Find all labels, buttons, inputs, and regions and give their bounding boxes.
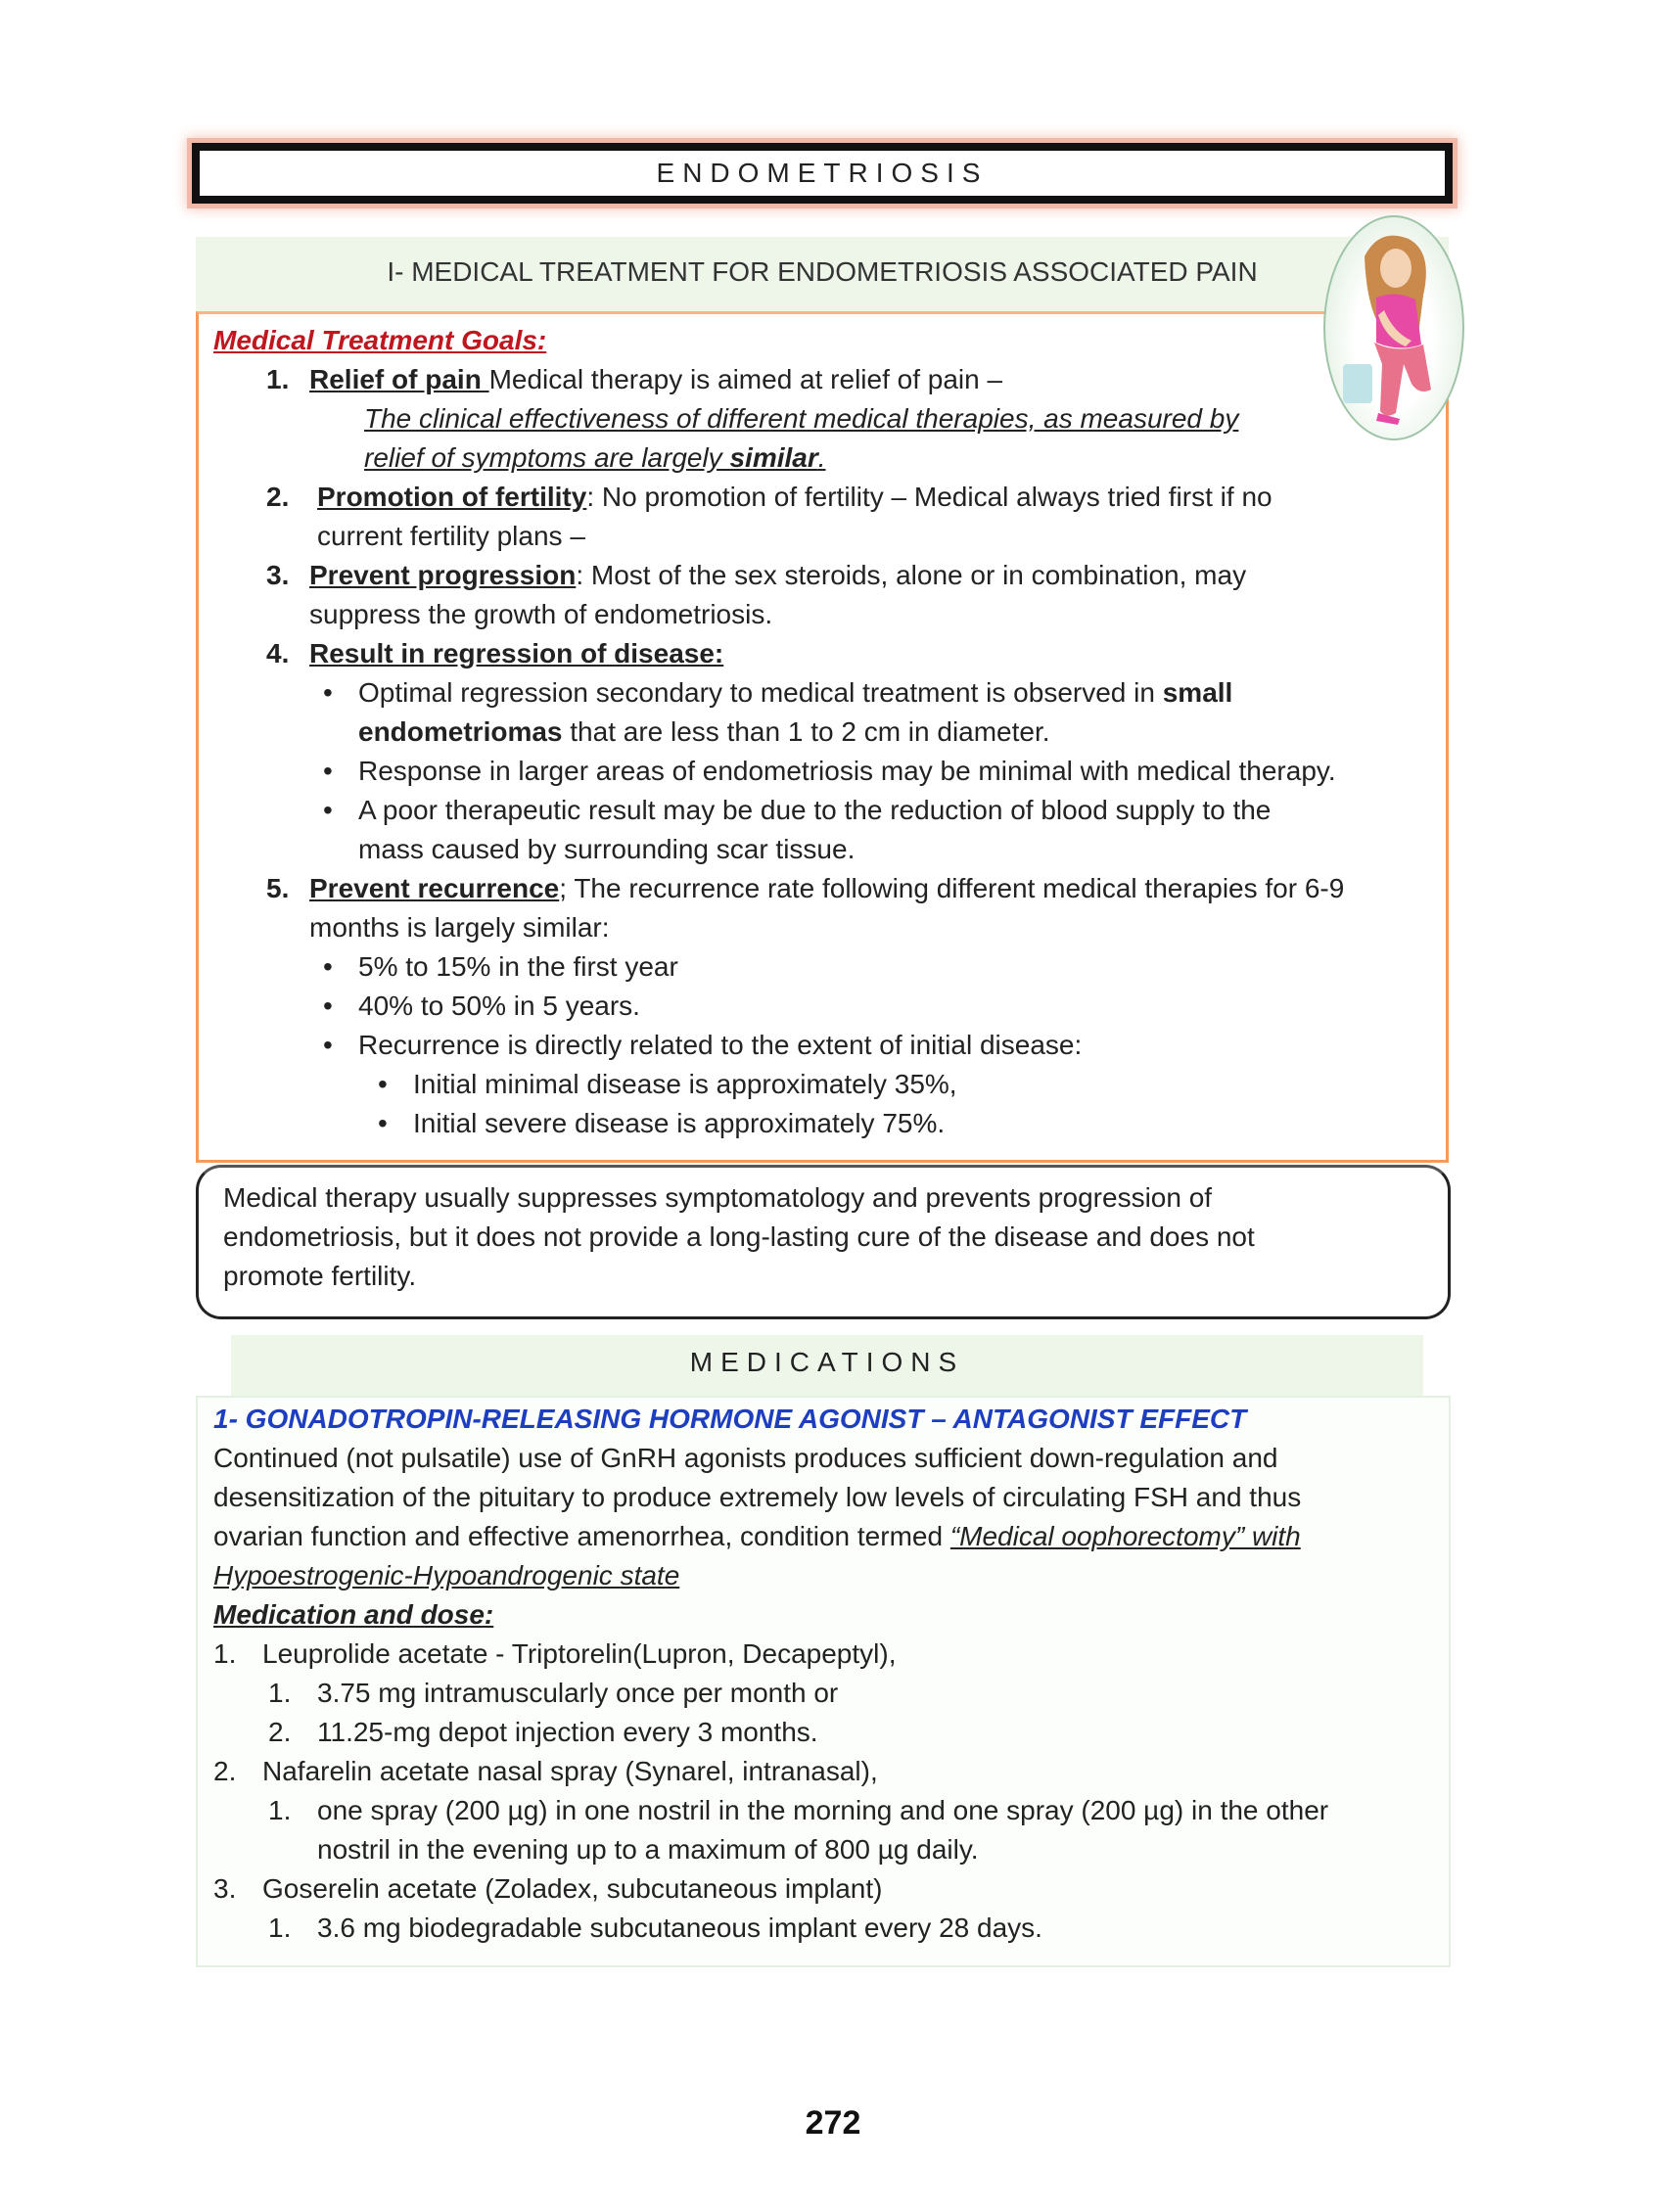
goal-3-text: : Most of the sex steroids, alone or in combination, may [576,560,1247,590]
goal-1-note-a: The clinical effectiveness of different medical therapies, as measured by [364,403,1239,434]
med-1-dose-1: 3.75 mg intramuscularly once per month or [317,1678,839,1708]
summary-note-line-3: promote fertility. [223,1261,417,1291]
med-2-dose-1-cont: nostril in the evening up to a maximum of 800 µg daily. [317,1834,979,1865]
goal-5-bullet-2: • 40% to 50% in 5 years. [358,987,640,1026]
summary-note-line-2: endometriosis, but it does not provide a long-lasting cure of the disease and does not [223,1221,1255,1252]
goal-3-number: 3. [266,560,290,590]
goal-4-bullet-1-text-2: that are less than 1 to 2 cm in diameter. [562,716,1050,747]
goal-5-sub-bullet-1: • Initial minimal disease is approximately 35%, [413,1065,957,1104]
dose-heading: Medication and dose: [213,1599,494,1630]
goal-1-note-b [364,438,826,478]
goal-2-label: Promotion of fertility [317,482,587,512]
medications-banner [231,1335,1423,1396]
woman-illustration [1323,215,1464,440]
goal-5-bullet-1: • 5% to 15% in the first year [358,947,678,987]
goal-2 [317,478,1273,517]
goal-1-note-end: . [817,442,826,473]
med-2: Nafarelin acetate nasal spray (Synarel, intranasal), [262,1756,878,1786]
goal-3-label: Prevent progression [309,560,577,590]
goal-4-label: Result in regression of disease: [309,638,724,668]
medications-title: MEDICATIONS [689,1347,965,1377]
goal-4-bullet-3-cont: mass caused by surrounding scar tissue. [358,834,856,864]
page-title: ENDOMETRIOSIS [656,158,989,188]
woman-figure-icon [1325,217,1462,438]
goal-4-bullet-1-bold-2: endometriomas [358,716,563,747]
med-1-dose-2: 11.25-mg depot injection every 3 months. [317,1717,818,1747]
med-3-dose-1: 3.6 mg biodegradable subcutaneous implant every 28 days. [317,1912,1042,1943]
page-title-box [192,143,1453,204]
med-2-dose-1: one spray (200 µg) in one nostril in the morning and one spray (200 µg) in the other [317,1795,1329,1825]
gnrh-paragraph-line-2: desensitization of the pituitary to produce extremely low levels of circulating FSH and thus [213,1482,1302,1512]
gnrh-heading: 1- GONADOTROPIN-RELEASING HORMONE AGONIST – ANTAGONIST EFFECT [213,1404,1247,1434]
goal-1-note-bold: similar [729,442,818,473]
goal-2-number: 2. [266,482,290,512]
med-1-number: 1. [213,1638,237,1669]
goal-5 [309,869,1344,908]
gnrh-paragraph-line-3-text: ovarian function and effective amenorrhea, condition termed [213,1521,950,1551]
goal-4-bullet-1-cont [358,713,1050,752]
hypoestrogenic-state-term: Hypoestrogenic-Hypoandrogenic state [213,1560,680,1590]
goal-3-text-2: suppress the growth of endometriosis. [309,599,773,629]
med-1: Leuprolide acetate - Triptorelin(Lupron, Decapeptyl), [262,1638,897,1669]
goal-2-text-2: current fertility plans – [317,521,585,551]
section-title: I- MEDICAL TREATMENT FOR ENDOMETRIOSIS ASSOCIATED PAIN [387,256,1258,287]
goal-4-bullet-1-text: Optimal regression secondary to medical treatment is observed in [358,677,1163,708]
goal-1 [309,360,1002,399]
goal-5-label: Prevent recurrence [309,873,560,903]
med-3: Goserelin acetate (Zoladex, subcutaneous implant) [262,1873,883,1904]
gnrh-paragraph-line-3 [213,1517,1301,1556]
goal-4-bullet-3: • A poor therapeutic result may be due to the reduction of blood supply to the [358,791,1271,830]
goal-2-text: : No promotion of fertility – Medical always tried first if no [586,482,1273,512]
goal-4-bullet-1-bold: small [1162,677,1233,708]
goal-3 [309,556,1246,595]
goal-1-label: Relief of pain [309,364,489,394]
goal-5-text: ; The recurrence rate following different medical therapies for 6-9 [559,873,1345,903]
goal-5-number: 5. [266,873,290,903]
med-3-1-number: 1. [268,1912,292,1943]
section-banner [196,237,1449,311]
goal-1-note-b-text: relief of symptoms are largely [364,442,730,473]
summary-note-line-1: Medical therapy usually suppresses symptomatology and prevents progression of [223,1182,1213,1213]
med-3-number: 3. [213,1873,237,1904]
med-2-number: 2. [213,1756,237,1786]
goal-4-bullet-1 [358,673,1232,713]
goal-5-text-2: months is largely similar: [309,912,610,943]
med-1-2-number: 2. [268,1717,292,1747]
goal-4-bullet-2: • Response in larger areas of endometriosis may be minimal with medical therapy. [358,752,1336,791]
goal-4-number: 4. [266,638,290,668]
gnrh-paragraph-line-1: Continued (not pulsatile) use of GnRH agonists produces sufficient down-regulation and [213,1443,1278,1473]
med-1-1-number: 1. [268,1678,292,1708]
medical-oophorectomy-term: “Medical oophorectomy” with [949,1521,1301,1551]
goals-heading: Medical Treatment Goals: [213,325,547,355]
goal-5-bullet-3: • Recurrence is directly related to the extent of initial disease: [358,1026,1082,1065]
page-number: 272 [805,2104,861,2142]
med-2-1-number: 1. [268,1795,292,1825]
goal-5-sub-bullet-2: • Initial severe disease is approximately 75%. [413,1104,945,1143]
goal-1-number: 1. [266,364,290,394]
goal-1-text: Medical therapy is aimed at relief of pain – [488,364,1003,394]
